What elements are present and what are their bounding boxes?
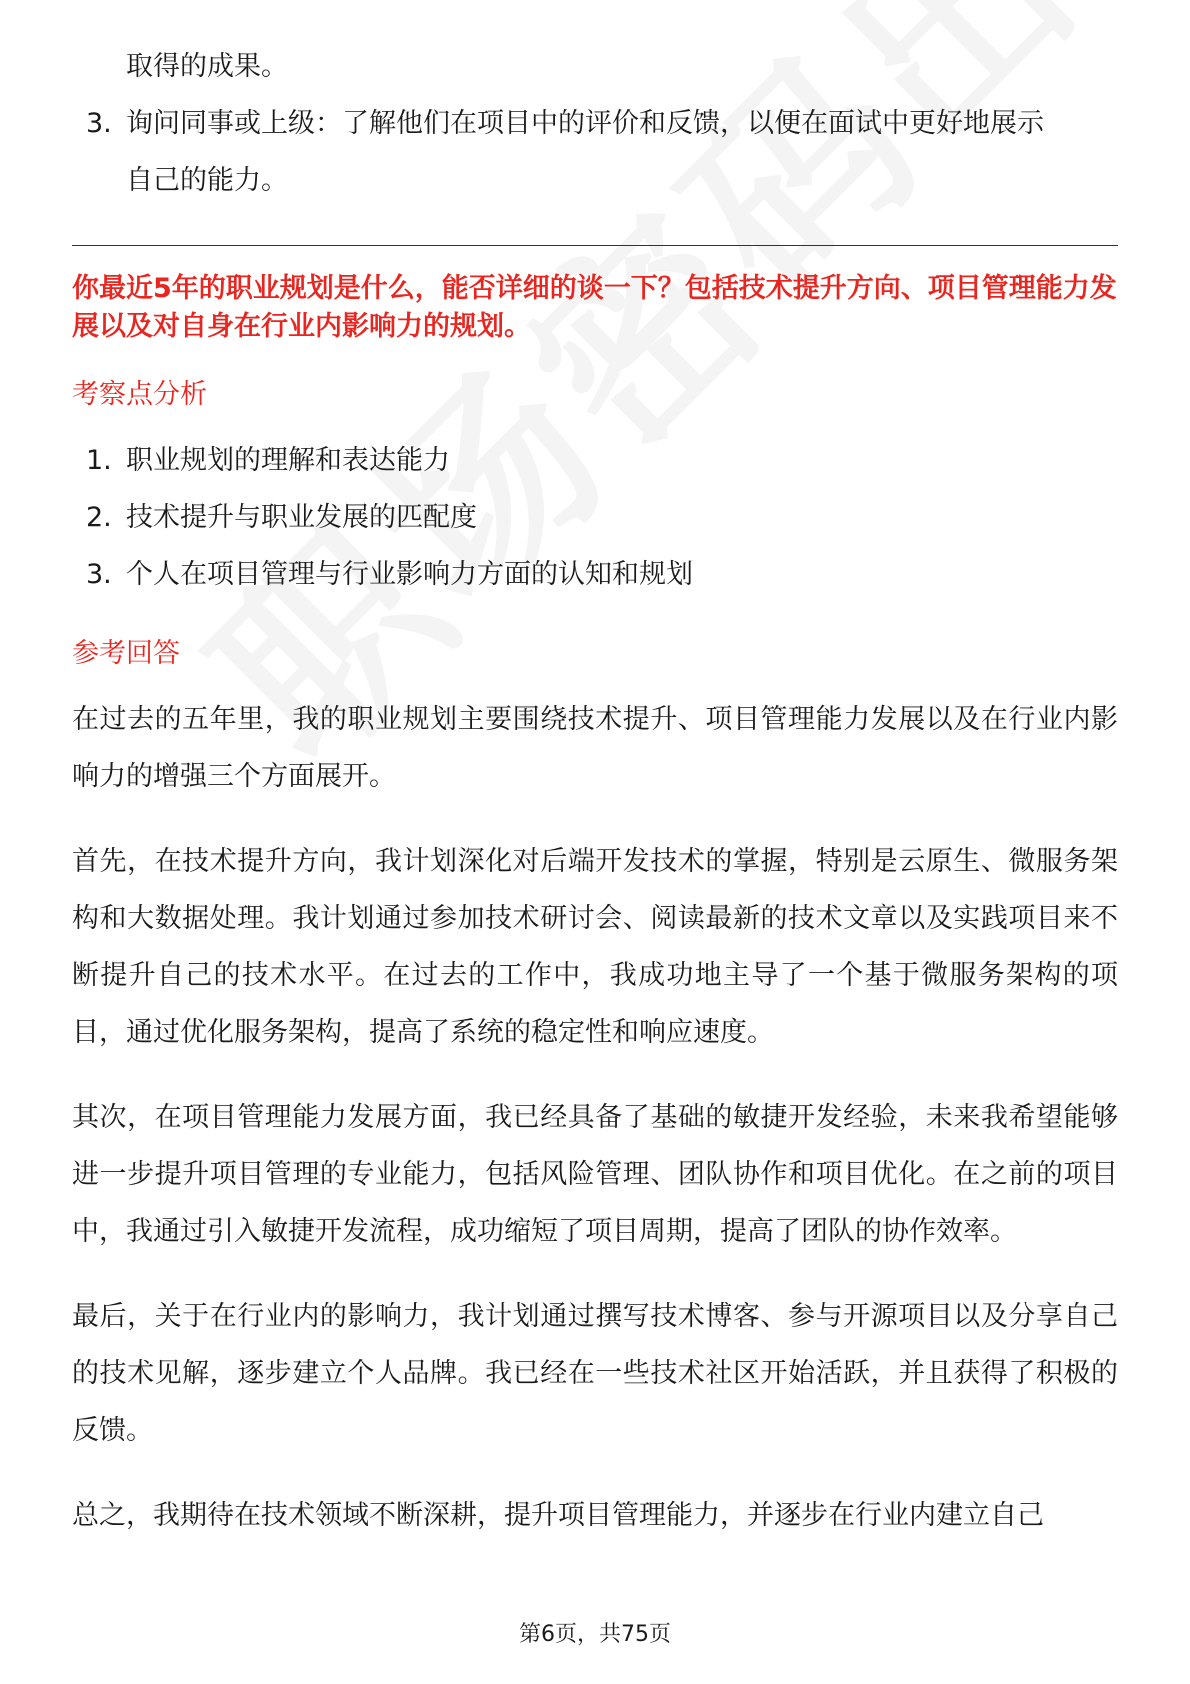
list-number: 1. bbox=[86, 445, 112, 476]
page-footer: 第6页，共75页 bbox=[519, 1622, 671, 1647]
answer-paragraph: 总之，我期待在技术领域不断深耕，提升项目管理能力，并逐步在行业内建立自己 bbox=[72, 1500, 1044, 1531]
analysis-list bbox=[72, 432, 1118, 603]
prev-item-tail: 取得的成果。 bbox=[126, 51, 288, 82]
section-divider bbox=[72, 245, 1118, 246]
list-item bbox=[72, 546, 1118, 603]
answer-title: 参考回答 bbox=[72, 638, 180, 669]
continued-list bbox=[72, 95, 1118, 152]
answer-paragraph: 首先，在技术提升方向，我计划深化对后端开发技术的掌握，特别是云原生、微服务架构和大数据处理。我计划通过参加技术研讨会、阅读最新的技术文章以及实践项目来不断提升自己的技术水平。在过去的工作中，我成功地主导了一个基于微服务架构的项目，通过优化服务架构，提高了系统的稳定性和响应速度。 bbox=[72, 846, 1118, 1048]
list-item-text: 技术提升与职业发展的匹配度 bbox=[126, 502, 477, 533]
question-heading: 你最近5年的职业规划是什么，能否详细的谈一下？包括技术提升方向、项目管理能力发展以及对自身在行业内影响力的规划。 bbox=[72, 273, 1117, 342]
analysis-title: 考察点分析 bbox=[72, 379, 207, 410]
answer-paragraph: 最后，关于在行业内的影响力，我计划通过撰写技术博客、参与开源项目以及分享自己的技术见解，逐步建立个人品牌。我已经在一些技术社区开始活跃，并且获得了积极的反馈。 bbox=[72, 1301, 1118, 1446]
list-number: 2. bbox=[86, 502, 112, 533]
list-item-continuation: 自己的能力。 bbox=[126, 165, 288, 196]
list-item-text: 个人在项目管理与行业影响力方面的认知和规划 bbox=[126, 559, 693, 590]
list-number: 3. bbox=[86, 108, 112, 139]
list-item bbox=[72, 95, 1118, 152]
list-item-text: 职业规划的理解和表达能力 bbox=[126, 445, 450, 476]
page-content bbox=[72, 38, 1118, 1572]
list-item bbox=[72, 489, 1118, 546]
list-item-text: 询问同事或上级：了解他们在项目中的评价和反馈，以便在面试中更好地展示 bbox=[126, 108, 1044, 139]
answer-paragraph: 其次，在项目管理能力发展方面，我已经具备了基础的敏捷开发经验，未来我希望能够进一步提升项目管理的专业能力，包括风险管理、团队协作和项目优化。在之前的项目中，我通过引入敏捷开发流程，成功缩短了项目周期，提高了团队的协作效率。 bbox=[72, 1102, 1118, 1247]
answer-paragraph: 在过去的五年里，我的职业规划主要围绕技术提升、项目管理能力发展以及在行业内影响力的增强三个方面展开。 bbox=[72, 704, 1118, 792]
list-number: 3. bbox=[86, 559, 112, 590]
list-item bbox=[72, 432, 1118, 489]
